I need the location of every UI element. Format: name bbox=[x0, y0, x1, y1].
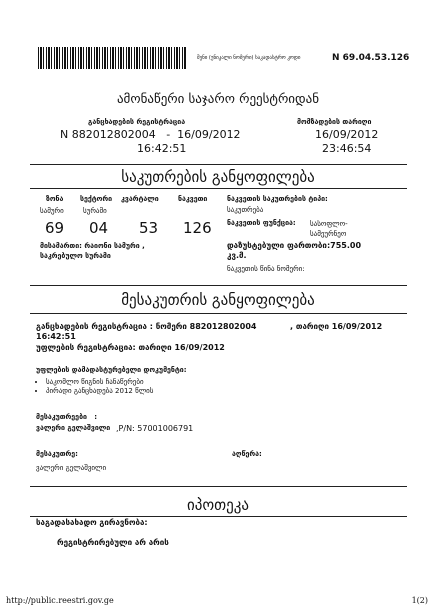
sector-header: სექტორი bbox=[80, 195, 113, 203]
function-label: ნაკვეთის ფუნქცია: bbox=[227, 219, 296, 227]
list-item: • საკომლო წიგნის ჩანაწერები bbox=[46, 378, 153, 386]
owner-name: ვალერი გელაშვილი bbox=[36, 424, 111, 432]
application-date: , თარიღი 16/09/2012 bbox=[290, 322, 383, 331]
address: მისამართი: რაიონი სამური , საკრებულო სურამი bbox=[40, 242, 145, 260]
application-number-date: N 882012802004 - 16/09/2012 bbox=[60, 128, 241, 141]
plot-number: 126 bbox=[183, 219, 212, 237]
mortgage-section-title: იპოთეკა bbox=[186, 496, 250, 514]
quarter-number: 53 bbox=[139, 219, 159, 237]
cadastral-code: N 69.04.53.126 bbox=[332, 53, 410, 63]
owners-label: მესაკუთრეები : bbox=[36, 413, 98, 421]
application-time: 16:42:51 bbox=[137, 142, 187, 155]
documents-list bbox=[36, 377, 153, 396]
owner-name-2: ვალერი გელაშვილი bbox=[36, 464, 107, 472]
property-section-title: საკუთრების განყოფილება bbox=[121, 168, 315, 186]
documents-label: უფლების დამადასტურებელი დოკუმენტი: bbox=[36, 366, 187, 374]
owner-personal-number: ,P/N: 57001006791 bbox=[116, 424, 194, 433]
ownership-type-value: საკუთრება bbox=[227, 206, 264, 214]
divider bbox=[30, 313, 407, 314]
divider bbox=[30, 486, 407, 487]
not-registered: რეგისტრირებული არ არის bbox=[57, 538, 169, 547]
ownership-section-title: მესაკუთრის განყოფილება bbox=[121, 291, 315, 309]
previous-plot-number: ნაკვეთის წინა ნომერი: bbox=[227, 265, 305, 273]
preparation-time: 23:46:54 bbox=[322, 142, 372, 155]
function-value: სასოფლო- სამეურნეო bbox=[310, 220, 348, 238]
application-registration-label: განცხადების რეგისტრაცია bbox=[88, 118, 186, 126]
barcode bbox=[38, 47, 186, 69]
quarter-header: კვარტალი bbox=[121, 195, 159, 203]
ownership-type-label: ნაკვეთის საკუთრების ტიპი: bbox=[227, 195, 328, 203]
page-number: 1(2) bbox=[411, 596, 428, 605]
zone-number: 69 bbox=[45, 219, 65, 237]
application-registration: განცხადების რეგისტრაცია : ნომერი 882012802004 bbox=[36, 322, 257, 331]
document-title: ამონაწერი საჯარო რეესტრიდან bbox=[116, 92, 320, 107]
application-time-2: 16:42:51 bbox=[36, 332, 76, 341]
zone-header: ზონა bbox=[46, 195, 64, 203]
description-label: აღწერა: bbox=[232, 450, 262, 458]
divider bbox=[30, 188, 407, 189]
plot-header: ნაკვეთი bbox=[178, 195, 208, 203]
preparation-date: 16/09/2012 bbox=[315, 128, 379, 141]
right-registration: უფლების რეგისტრაცია: თარიღი 16/09/2012 bbox=[36, 343, 225, 352]
owner-label: მესაკუთრე: bbox=[36, 450, 78, 458]
zone-name: სამური bbox=[40, 207, 64, 215]
sector-number: 04 bbox=[89, 219, 109, 237]
tax-lien-label: საგადასახადო გირავნობა: bbox=[36, 518, 148, 527]
divider bbox=[30, 164, 407, 165]
area: დაზუსტებული ფართობი:755.00 კვ.მ. bbox=[227, 241, 362, 260]
footer-url[interactable]: http://public.reestri.gov.ge bbox=[6, 596, 114, 605]
divider bbox=[30, 285, 407, 286]
header-note: შენი (უნიკალი ნომერი) საკადასტრო კოდი bbox=[197, 55, 301, 61]
sector-name: სურამი bbox=[83, 207, 107, 215]
preparation-date-label: მომზადების თარიღი bbox=[297, 118, 372, 126]
list-item: • პირადი განცხადება 2012 წლის bbox=[46, 387, 153, 395]
divider bbox=[30, 516, 407, 517]
